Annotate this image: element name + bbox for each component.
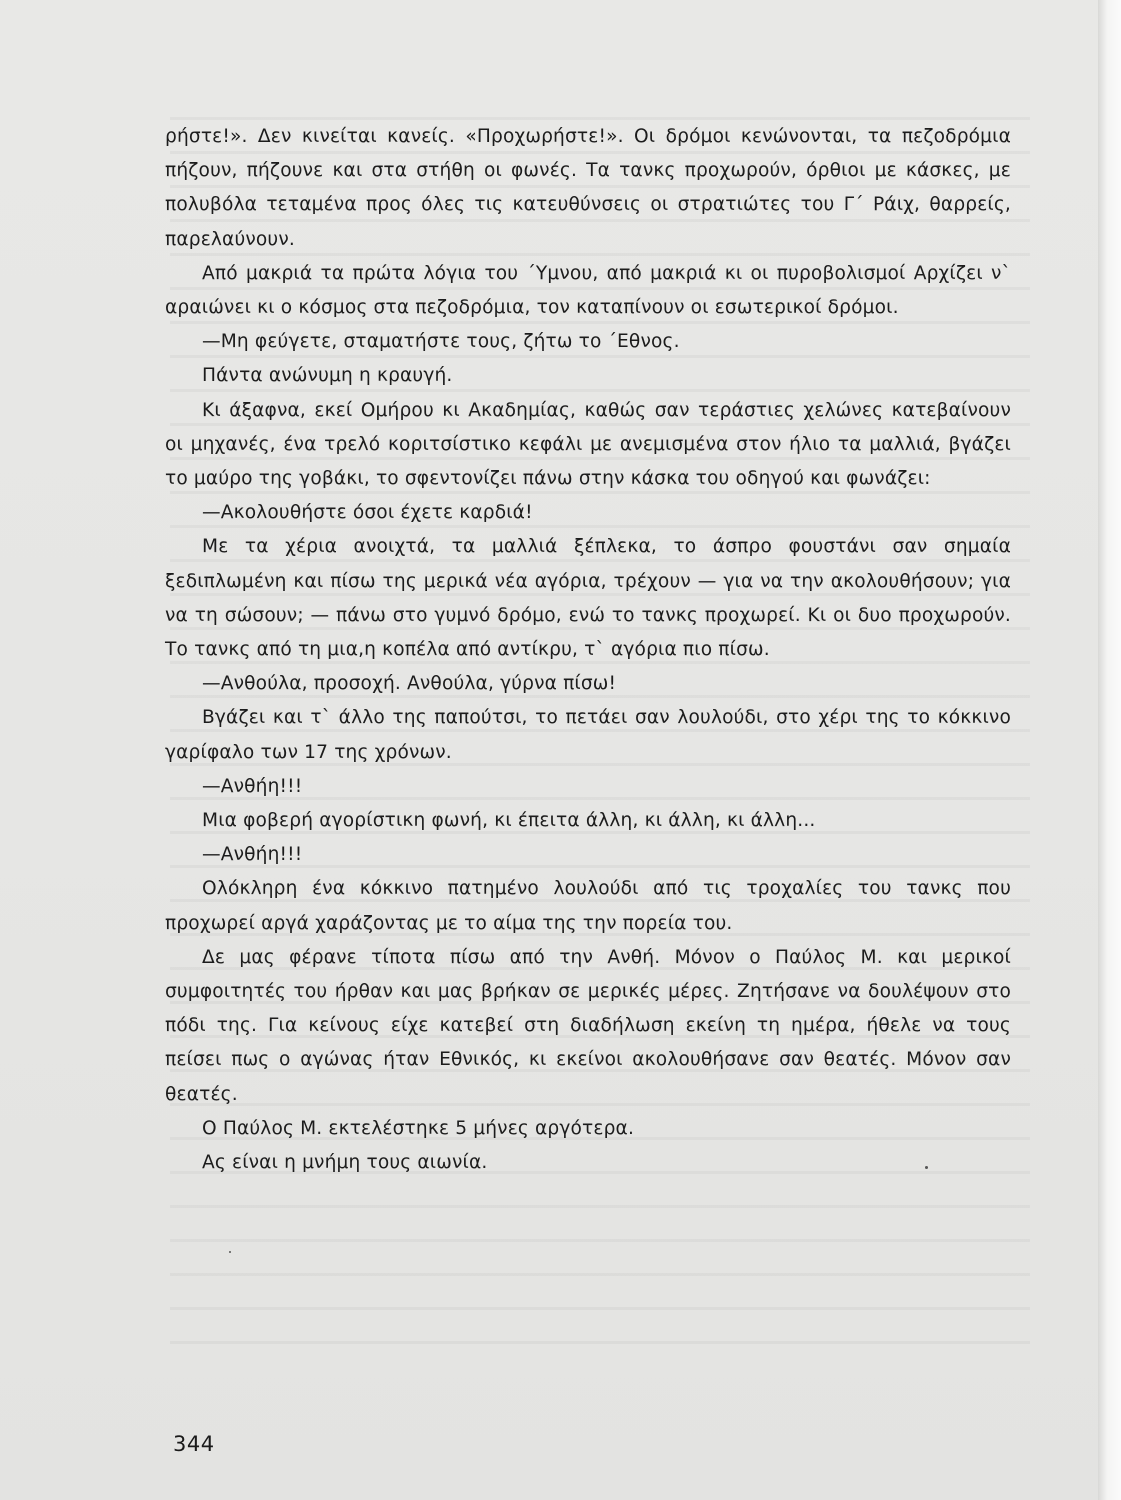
body-text [165, 120, 1011, 1180]
paragraph: Με τα χέρια ανοιχτά, τα μαλλιά ξέπλεκα, το άσπρο φουστάνι σαν σημαία ξεδιπλωμένη και πίσω της μερικά νέα αγόρια, τρέχουν — για να την ακολουθήσουν; για να τη σώσουν; — πάνω στο γυμνό δρόμο, ενώ το τανκς προχωρεί. Κι οι δυο προχωρούν. Το τανκς από τη μια,η κοπέλα από αντίκρυ, τ` αγόρια πιο πίσω. [165, 536, 1011, 661]
paragraph: —Ανθούλα, προσοχή. Ανθούλα, γύρνα πίσω! [202, 673, 617, 695]
paragraph: Από μακριά τα πρώτα λόγια του ΄Υμνου, από μακριά κι οι πυροβολισμοί Αρχίζει ν` αραιώνει κι ο κόσμος στα πεζοδρόμια, τον καταπίνουν οι εσωτερικοί δρόμοι. [165, 262, 1011, 319]
print-speck [925, 1166, 928, 1169]
paragraph: Δε μας φέρανε τίποτα πίσω από την Ανθή. Μόνον ο Παύλος Μ. και μερικοί συμφοιτητές του ήρθαν και μας βρήκαν σε μερικές μέρες. Ζητήσανε να δουλέψουν στο πόδι της. Για κείνους είχε κατεβεί στη διαδήλωση εκείνη τη ημέρα, ήθελε να τους πείσει πως ο αγώνας ήταν Εθνικός, κι εκείνοι ακολουθήσανε σαν θεατές. Μόνον σαν θεατές. [165, 946, 1011, 1105]
paragraph: —Μη φεύγετε, σταματήστε τους, ζήτω το ΄Εθνος. [202, 331, 680, 353]
paragraph: —Ανθήη!!! [202, 775, 303, 797]
paragraph: Πάντα ανώνυμη η κραυγή. [202, 365, 453, 387]
page-edge [1098, 0, 1121, 1500]
paragraph: Κι άξαφνα, εκεί Ομήρου κι Ακαδημίας, καθώς σαν τεράστιες χελώνες κατεβαίνουν οι μηχανές, ένα τρελό κοριτσίστικο κεφάλι με ανεμισμένα στον ήλιο τα μαλλιά, βγάζει το μαύρο της γοβάκι, το σφεντονίζει πάνω στην κάσκα του οδηγού και φωνάζει: [165, 399, 1011, 490]
paragraph: Ας είναι η μνήμη τους αιωνία. [202, 1152, 488, 1174]
print-speck [229, 1251, 231, 1253]
paragraph: Βγάζει και τ` άλλο της παπούτσι, το πετάει σαν λουλούδι, στο χέρι της το κόκκινο γαρίφαλο των 17 της χρόνων. [165, 707, 1011, 763]
page-number: 344 [173, 1432, 215, 1456]
paragraph: —Ανθήη!!! [202, 844, 303, 866]
paragraph: Μια φοβερή αγορίστικη φωνή, κι έπειτα άλλη, κι άλλη, κι άλλη... [202, 810, 816, 832]
paragraph: Ολόκληρη ένα κόκκινο πατημένο λουλούδι από τις τροχαλίες του τανκς που προχωρεί αργά χαράζοντας με το αίμα της την πορεία του. [165, 878, 1011, 934]
paragraph: Ο Παύλος Μ. εκτελέστηκε 5 μήνες αργότερα. [202, 1117, 635, 1139]
paragraph: —Ακολουθήστε όσοι έχετε καρδιά! [202, 502, 533, 524]
paragraph: ρήστε!». Δεν κινείται κανείς. «Προχωρήστε!». Οι δρόμοι κενώνονται, τα πεζοδρόμια πήζουν, πήζουνε και στα στήθη οι φωνές. Τα τανκς προχωρούν, όρθιοι με κάσκες, με πολυβόλα τεταμένα προς όλες τις κατευθύνσεις οι στρατιώτες του Γ΄ Ράιχ, θαρρείς, παρελαύνουν. [165, 126, 1011, 250]
